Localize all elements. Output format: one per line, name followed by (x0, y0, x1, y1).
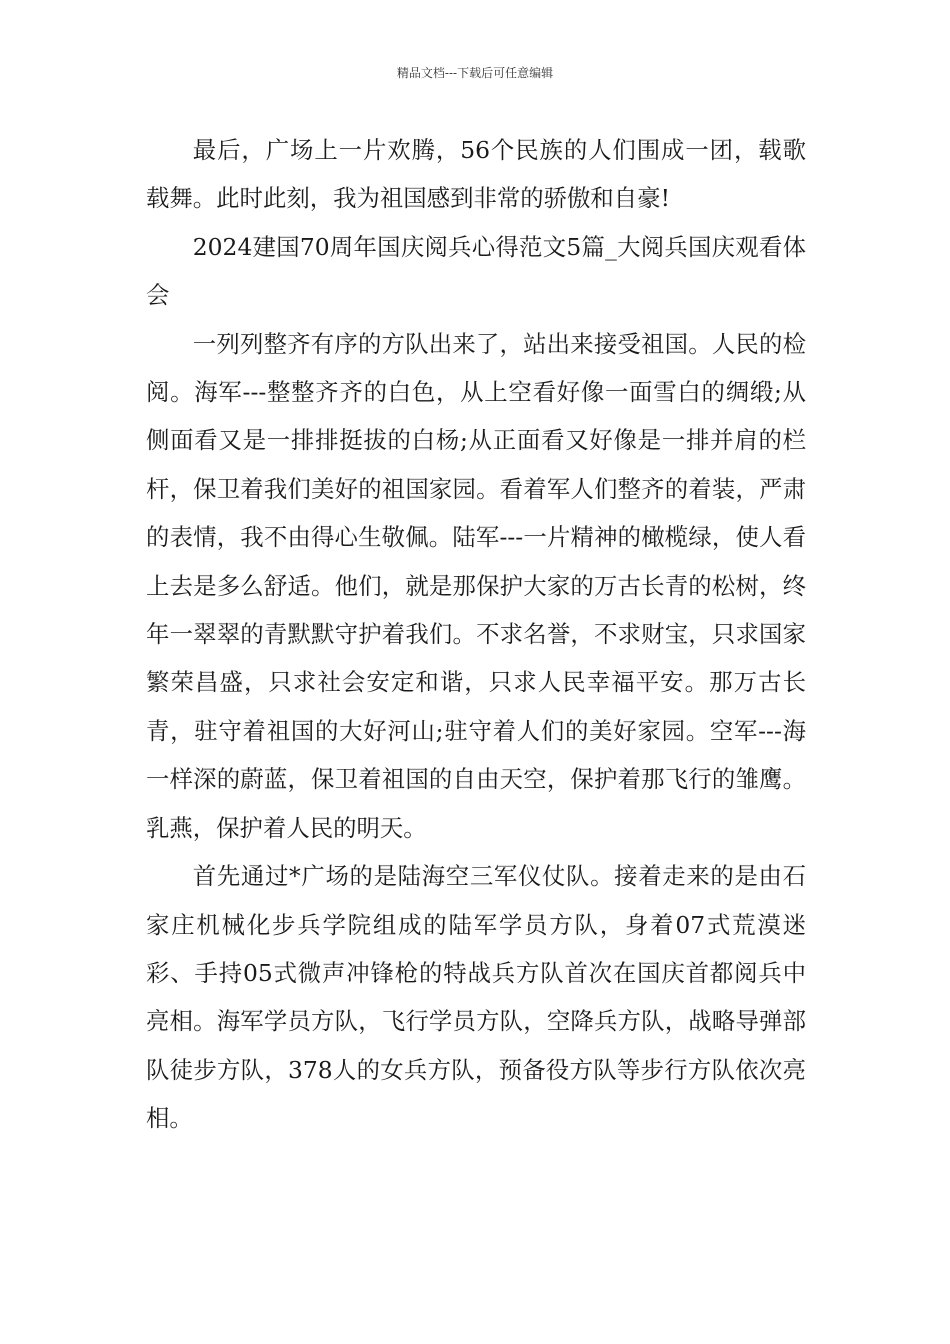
paragraph-3: 一列列整齐有序的方队出来了，站出来接受祖国。人民的检阅。海军---整整齐齐的白色，从上空看好像一面雪白的绸缎;从侧面看又是一排排挺拔的白杨;从正面看又好像是一排并肩的栏杆，保卫着我们美好的祖国家园。看着军人们整齐的着装，严肃的表情，我不由得心生敬佩。陆军---一片精神的橄榄绿，使人看上去是多么舒适。他们，就是那保护大家的万古长青的松树，终年一翠翠的青默默守护着我们。不求名誉，不求财宝，只求国家繁荣昌盛，只求社会安定和谐，只求人民幸福平安。那万古长青，驻守着祖国的大好河山;驻守着人们的美好家园。空军---海一样深的蔚蓝，保卫着祖国的自由天空，保护着那飞行的雏鹰。乳燕，保护着人民的明天。 (146, 329, 806, 842)
document-body (146, 126, 806, 1143)
paragraph-4: 首先通过*广场的是陆海空三军仪仗队。接着走来的是由石家庄机械化步兵学院组成的陆军学员方队，身着07式荒漠迷彩、手持05式微声冲锋枪的特战兵方队首次在国庆首都阅兵中亮相。海军学员方队，飞行学员方队，空降兵方队，战略导弹部队徒步方队，378人的女兵方队，预备役方队等步行方队依次亮相。 (146, 862, 806, 1133)
paragraph-2-title: 2024建国70周年国庆阅兵心得范文5篇_大阅兵国庆观看体会 (146, 232, 806, 310)
paragraph-1: 最后，广场上一片欢腾，56个民族的人们围成一团，载歌载舞。此时此刻，我为祖国感到非常的骄傲和自豪! (146, 136, 806, 213)
page-header: 精品文档---下载后可任意编辑 (396, 66, 554, 80)
